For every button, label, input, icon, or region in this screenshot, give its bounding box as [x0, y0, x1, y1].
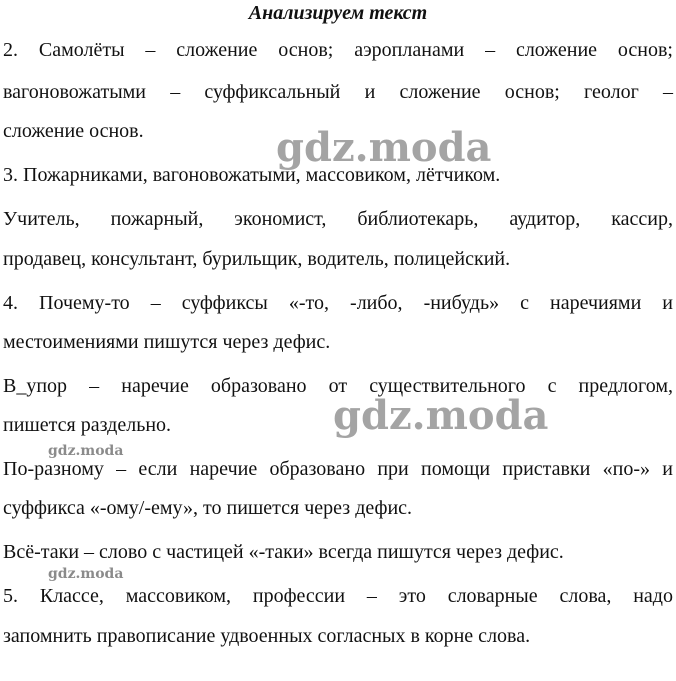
text-line: В_упор – наречие образовано от существительного с предлогом, [3, 375, 673, 397]
text-line: Учитель, пожарный, экономист, библиотекарь, аудитор, кассир, [3, 208, 673, 230]
text-line: вагоновожатыми – суффиксальный и сложение основ; геолог – [3, 81, 673, 103]
text-line: 5. Классе, массовиком, профессии – это словарные слова, надо [3, 585, 673, 607]
watermark: gdz.moda [48, 443, 124, 459]
text-line: 2. Самолёты – сложение основ; аэропланами – сложение основ; [3, 39, 673, 61]
document-title: Анализируем текст [248, 2, 428, 24]
text-line: продавец, консультант, бурильщик, водитель, полицейский. [3, 248, 511, 270]
text-line: Всё-таки – слово с частицей «-таки» всегда пишутся через дефис. [3, 541, 564, 563]
watermark: gdz.moda [48, 566, 124, 582]
text-line: суффикса «-ому/-ему», то пишется через дефис. [3, 497, 413, 519]
watermark: gdz.moda [333, 392, 549, 439]
text-line: сложение основ. [3, 120, 144, 142]
text-line: 4. Почему-то – суффиксы «-то, -либо, -нибудь» с наречиями и [3, 292, 673, 314]
text-line: местоимениями пишутся через дефис. [3, 331, 331, 353]
text-line: По-разному – если наречие образовано при помощи приставки «по-» и [3, 458, 673, 480]
text-line: пишется раздельно. [3, 414, 172, 436]
text-line: 3. Пожарниками, вагоновожатыми, массовиком, лётчиком. [3, 164, 501, 186]
text-line: запомнить правописание удвоенных согласных в корне слова. [3, 625, 531, 647]
watermark: gdz.moda [276, 124, 492, 171]
